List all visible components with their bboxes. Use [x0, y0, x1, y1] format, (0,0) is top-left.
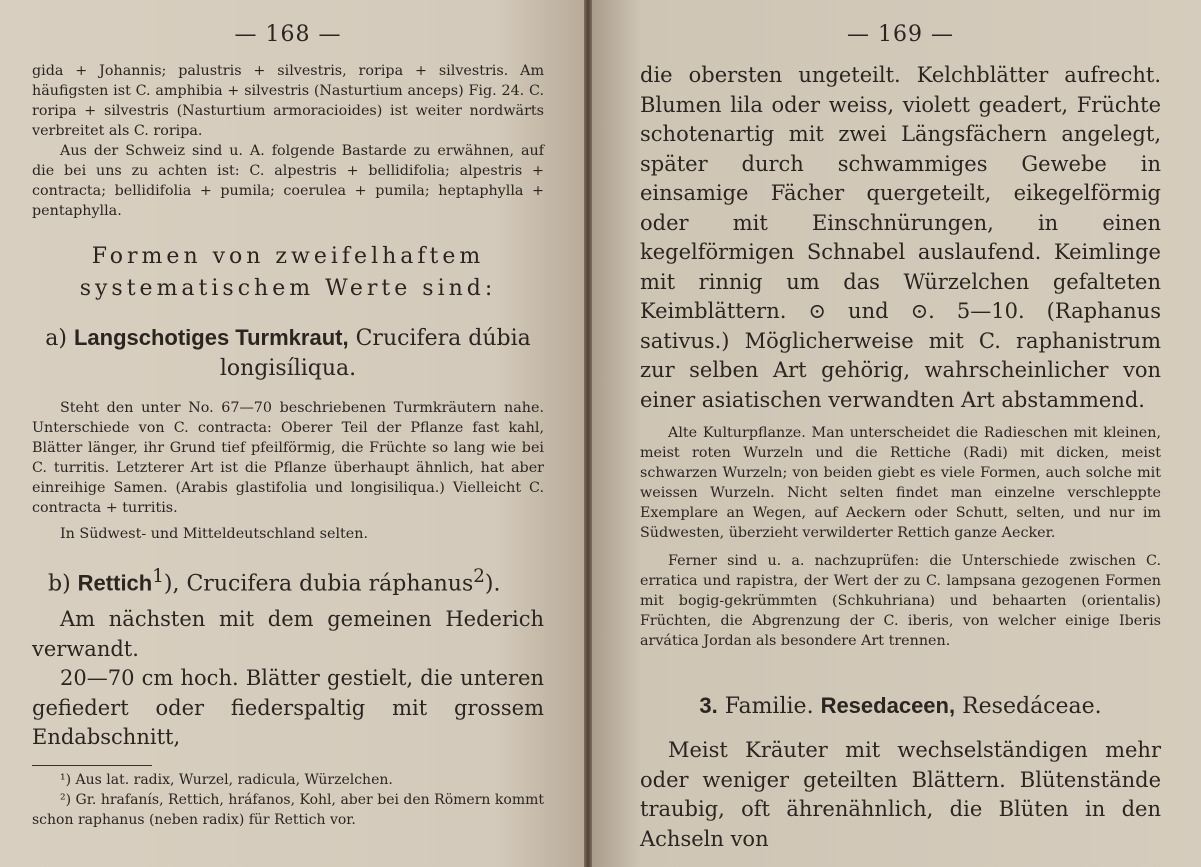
heading-latin: ), Crucifera dubia ráphanus: [163, 571, 474, 597]
footnote-ref: 2: [473, 566, 485, 587]
paragraph: In Südwest- und Mitteldeutschland selten.: [60, 526, 369, 542]
paragraph: Am nächsten mit dem gemeinen Hederich verwandt.: [32, 607, 544, 661]
heading-bold-name: Rettich: [77, 570, 153, 596]
page-number: — 168 —: [234, 22, 342, 47]
paragraph: 20—70 cm hoch. Blätter gestielt, die unteren gefiedert oder fiederspaltig mit grossem Endabschnitt,: [32, 666, 544, 750]
family-heading: [640, 691, 1161, 722]
book-gutter: [584, 0, 592, 867]
heading-end: ).: [484, 571, 501, 597]
paragraph: die obersten ungeteilt. Kelchblätter aufrecht. Blumen lila oder weiss, violett geadert, Früchte schotenartig mit zwei Längsfächern angelegt, später durch schwammiges Gewebe in einsamige Fächer quergeteilt, eikegelförmig oder mit Einschnürungen, in einen kegelförmigen Schnabel auslaufend. Keimlinge mit rinnig um das Würzelchen gefalteten Keimblättern. ⊙ und ⊙. 5—10. (Raphanus sativus.) Möglicherweise mit C. raphanistrum zur selben Art gehörig, wahrscheinlicher von einer asiatischen verwandten Art abstammend.: [640, 63, 1161, 412]
family-number: 3.: [699, 693, 718, 718]
paragraph: Ferner sind u. a. nachzuprüfen: die Unterschiede zwischen C. erratica und rapistra, der Wert der zu C. lampsana gezogenen Formen mit bogig-gekrümmten (Schkuhriana) und behaarten (orientalis) Früchten, die Abgrenzung der C. iberis, von welcher einige Iberis arvática Jordan als besondere Art trennen.: [640, 553, 1161, 649]
family-name: Resedaceen,: [820, 693, 956, 718]
paragraph: Meist Kräuter mit wechselständigen mehr oder weniger geteilten Blättern. Blütenstände traubig, oft ährenähnlich, die Blüten in den Achseln von: [640, 738, 1161, 851]
heading-label: b): [48, 571, 71, 597]
footnote-rule: [32, 765, 152, 766]
paragraph: Alte Kulturpflanze. Man unterscheidet die Radieschen mit kleinen, meist roten Wurzeln und die Rettiche (Radi) mit dicken, meist schwarzen Wurzeln; von beiden giebt es viele Formen, auch solche mit weissen Wurzeln. Nicht selten findet man einzelne verschleppte Exemplare an Wegen, auf Aeckern oder Schutt, selten, und nur im Südwesten, überzieht verwilderter Rettich ganze Aecker.: [640, 425, 1161, 541]
paragraph: Steht den unter No. 67—70 beschriebenen Turmkräutern nahe. Unterschiede von C. contracta: Oberer Teil der Pflanze fast kahl, Blätter länger, ihr Grund tief pfeilförmig, die Früchte so lang wie bei C. turritis. Letzterer Art ist die Pflanze überhaupt ähnlich, hat aber einreihige Samen. (Arabis glastifolia und longisiliqua.) Vielleicht C. contracta + turritis.: [32, 400, 544, 516]
footnote: ²) Gr. hrafanís, Rettich, hráfanos, Kohl, aber bei den Römern kommt schon raphanus (neben radix) für Rettich vor.: [32, 791, 544, 828]
subsection-heading-b: [48, 562, 544, 599]
right-page: [592, 0, 1201, 867]
footnote-ref: 1: [152, 566, 164, 587]
family-word: Familie.: [724, 694, 814, 719]
paragraph: gida + Johannis; palustris + silvestris, roripa + silvestris. Am häufigsten ist C. amphibia + silvestris (Nasturtium anceps) Fig. 24. C. roripa + silvestris (Nasturtium armoracioides) ist weiter nordwärts verbreitet als C. roripa.: [32, 63, 544, 139]
subsection-heading-a: [32, 323, 544, 384]
paragraph: Aus der Schweiz sind u. A. folgende Bastarde zu erwähnen, auf die bei uns zu achten ist: C. alpestris + bellidifolia; alpestris + contracta; bellidifolia + pumila; coerulea + pumila; heptaphylla + pentaphylla.: [32, 143, 544, 219]
left-page: [0, 0, 584, 867]
heading-label: a): [45, 326, 67, 351]
heading-bold-name: Langschotiges Turmkraut,: [73, 325, 349, 350]
heading-latin: Crucifera dúbia longisíliqua.: [219, 326, 531, 381]
page-number: — 169 —: [847, 22, 954, 47]
section-heading: Formen von zweifelhaftem systematischem Werte sind:: [79, 244, 497, 301]
family-latin: Resedáceae.: [962, 694, 1102, 719]
footnote: ¹) Aus lat. radix, Wurzel, radicula, Würzelchen.: [60, 771, 393, 788]
